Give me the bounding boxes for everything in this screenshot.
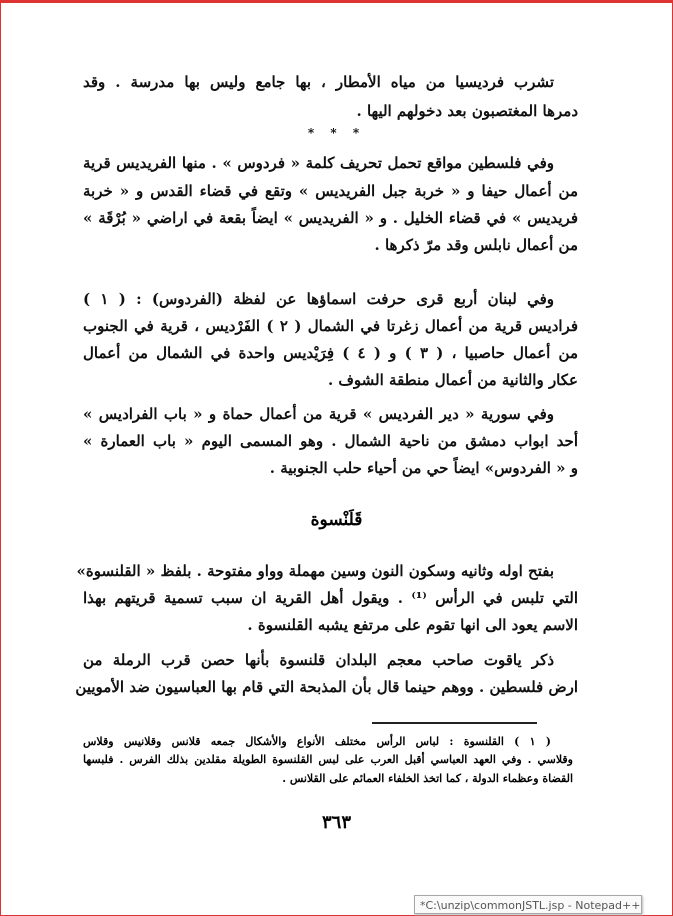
- taskbar-tooltip: *C:\unzip\commonJSTL.jsp - Notepad++: [414, 895, 642, 914]
- text-line: الاسم يعود الى انها تقوم على مرتفع يشبه القلنسوة .: [247, 616, 578, 634]
- text-line: من أعمال حيفا و « خربة جبل الفريديس » وتقع في قضاء القدس و « خربة: [83, 182, 578, 200]
- text-line: التي تلبس في الرأس ⁽¹⁾ . ويقول أهل القرية ان سبب تسمية قريتهم بهذا: [83, 589, 578, 607]
- footnote-line: القضاة وعظماء الدولة ، كما اتخذ الخلفاء العمائم على القلانس .: [282, 772, 573, 785]
- text-line: تشرب فرديسيا من مياه الأمطار ، بها جامع وليس بها مدرسة . وقد: [83, 73, 554, 91]
- text-line: وفي فلسطين مواقع تحمل تحريف كلمة « فردوس » . منها الفريديس قرية: [83, 154, 554, 172]
- text-line: فريديس » في قضاء الخليل . و « الفريديس » ايضاً بقعة في اراضي « بُرْقَة »: [83, 209, 578, 227]
- section-heading: قَلَنْسوة: [310, 510, 363, 530]
- text-line: ذكر ياقوت صاحب معجم البلدان قلنسوة بأنها حصن قرب الرملة من: [83, 651, 554, 669]
- text-line: دمرها المغتصبون بعد دخولهم اليها .: [356, 102, 578, 120]
- text-line: فراديس قرية من أعمال زغرتا في الشمال ( ٢ ) الفَرْديس ، قرية في الجنوب: [83, 317, 578, 335]
- text-line: أحد ابواب دمشق من ناحية الشمال . وهو المسمى اليوم « باب العمارة »: [83, 432, 578, 450]
- footnote-line: ( ١ ) القلنسوة : لباس الرأس مختلف الأنواع والأشكال جمعه قلانس وقلانيس وقلاس: [83, 735, 551, 748]
- footnote-rule: [372, 722, 537, 724]
- text-line: وفي سورية « دير الفرديس » قرية من أعمال حماة و « باب الفراديس »: [83, 405, 554, 423]
- footnote-line: وقلاسي . وفي العهد العباسي أقبل العرب على لبس القلنسوة الطويلة مقلدين بذلك الفرس . فلبسها: [83, 753, 573, 766]
- text-line: عكار والثانية من أعمال منطقة الشوف .: [327, 371, 578, 389]
- text-line: وفي لبنان أربع قرى حرفت اسماؤها عن لفظة (الفردوس) : ( ١ ): [83, 290, 554, 308]
- text-line: من أعمال حاصبيا ، ( ٣ ) و ( ٤ ) فِرَيْديس واحدة في الشمال من أعمال: [83, 344, 578, 362]
- text-line: ارض فلسطين . ووهم حينما قال بأن المذبحة التي قام بها العباسيون ضد الأمويين: [75, 678, 578, 696]
- text-line: بفتح اوله وثانيه وسكون النون وسين مهملة وواو مفتوحة . بلفظ « القلنسوة»: [76, 562, 554, 580]
- text-line: من أعمال نابلس وقد مرّ ذكرها .: [374, 236, 578, 254]
- text-line: و « الفردوس» ايضاً حي من أحياء حلب الجنوبية .: [269, 459, 578, 477]
- section-separator: * * *: [307, 126, 366, 140]
- page-number: ٣٦٣: [321, 812, 351, 833]
